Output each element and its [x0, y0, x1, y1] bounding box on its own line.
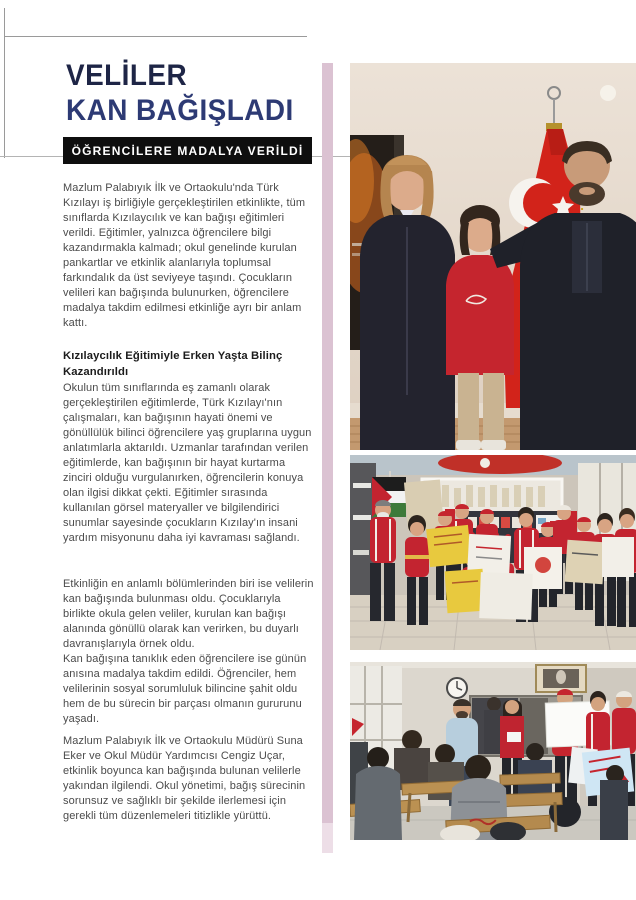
- paragraph-education: [63, 381, 315, 546]
- pink-accent-bar-tail: [322, 823, 333, 853]
- section-subheading: [63, 348, 315, 380]
- photo-flag-ceremony-art: [350, 63, 636, 450]
- photo-volunteer-group-art: [350, 455, 636, 650]
- paragraph-school-admin: [63, 734, 315, 824]
- top-vertical-rule: [4, 8, 5, 158]
- pink-accent-bar: [322, 63, 333, 823]
- top-horizontal-rule: [4, 36, 307, 37]
- subtitle-banner: ÖĞRENCİLERE MADALYA VERİLDİ: [63, 137, 312, 164]
- photo-volunteer-group: [350, 455, 636, 650]
- photo-flag-ceremony: [350, 63, 636, 450]
- section-subheading-text: Kızılaycılık Eğitimiyle Erken Yaşta Bilinç Kazandırıldı: [63, 350, 283, 378]
- paragraph-donation-text-b: Kan bağışına tanıklık eden öğrencilere ise günün anısına madalya takdim edildi. Öğrenciler, hem velilerinin sosyal sorumluluk bilincine şahit oldu hem de bu sürecin bir parçası olmanın gururunu yaşadı.: [63, 653, 307, 725]
- paragraph-intro: [63, 181, 315, 331]
- paragraph-education-text: Okulun tüm sınıflarında eş zamanlı olarak gerçekleştirilen eğitimlerde, Türk Kızılayı'nın çalışmaları, kan bağışının hayati önemi ve gönüllülük bilinci öğrencilere yaş gruplarına uygun anlatımlarla aktarıldı. Uzmanlar tarafından verilen eğitimlerde, kan bağışının bir hayat kurtarma zinciri olduğu vurgulanırken, öğrencilerin konuya olan ilgisi dikkat çekti. Eğitimler sırasında kullanılan görsel materyaller ve bilgilendirici sunumlar sayesinde çocukların Kızılay'ın insani yardım misyonunu daha iyi kavraması sağlandı.: [63, 382, 312, 544]
- paragraph-donation-text-a: Etkinliğin en anlamlı bölümlerinden biri ise velilerin kan bağışında bulunması oldu. Çocuklarıyla birlikte okula gelen veliler, kurulan kan bağışı alanında gönüllü olarak kan verirken, bu duyarlı davranışlarıyla örnek oldu.: [63, 578, 314, 650]
- page-title: [66, 58, 294, 128]
- paragraph-donation: [63, 577, 315, 727]
- photo-classroom: [350, 662, 636, 840]
- paragraph-school-admin-text: Mazlum Palabıyık İlk ve Ortaokulu Müdürü Suna Eker ve Okul Müdür Yardımcısı Cengiz Uçar, etkinlik boyunca kan bağışında bulunan velilerle yakından ilgilendi. Okul yönetimi, bağış sürecinin sorunsuz ve sağlıklı bir şekilde ilerlemesi için gerekli tüm düzenlemeleri titizlikle yürüttü.: [63, 735, 306, 822]
- paragraph-intro-text: Mazlum Palabıyık İlk ve Ortaokulu'nda Türk Kızılayı iş birliğiyle gerçekleştirilen etkinlikte, tüm sınıflarda Kızılaycılık ve kan bağışı eğitimleri verildi. Eğitimler, yalnızca öğrencilere bilgi kazandırmakla kalmadı; okul genelinde kurulan pankartlar ve etkinlik alanlarıyla toplumsal farkındalık da üst seviyeye taşındı. Çocukların velileri kan bağışında bulunurken, öğrencilere madalya takdim edilmesi etkinliğe ayrı bir anlam kattı.: [63, 182, 306, 329]
- photo-classroom-art: [350, 662, 636, 840]
- page-title-line2: KAN BAĞIŞLADI: [66, 94, 294, 127]
- page-title-line1: VELİLER: [66, 59, 188, 92]
